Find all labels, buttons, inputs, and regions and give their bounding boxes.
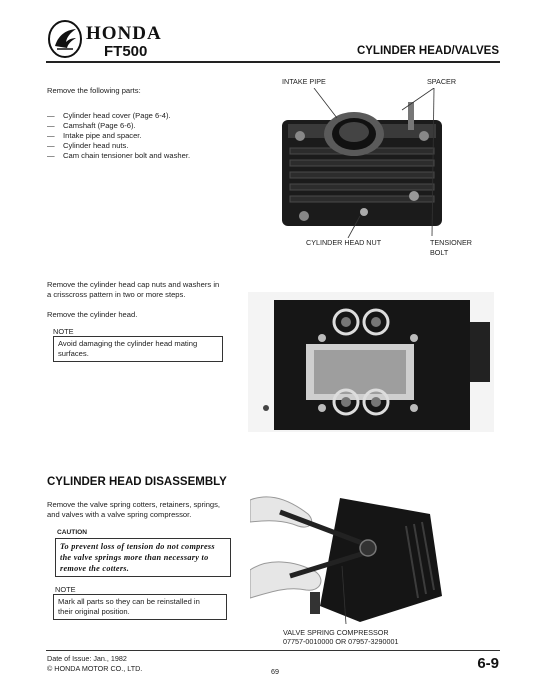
honda-wing-logo-icon: [48, 20, 82, 58]
page-number: 6-9: [477, 655, 499, 672]
brand-name: HONDA: [86, 23, 162, 44]
model-name: FT500: [104, 43, 148, 60]
copyright: © HONDA MOTOR CO., LTD.: [47, 664, 143, 673]
note-box: [53, 594, 227, 620]
valve-spring-compressor-photo: [250, 486, 446, 624]
callout-spacer: SPACER: [427, 77, 457, 86]
pdf-page-number: 69: [271, 667, 279, 676]
head-removal-line1: Remove the cylinder head cap nuts and washers in: [47, 280, 220, 289]
remove-cylinder-head-text: Remove the cylinder head.: [47, 310, 138, 319]
callout-cylinder-head-nut: CYLINDER HEAD NUT: [306, 238, 382, 247]
section-title: CYLINDER HEAD/VALVES: [356, 45, 499, 57]
list-item: — Cylinder head cover (Page 6-4).: [47, 111, 171, 120]
disassembly-intro-line2: and valves with a valve spring compressor.: [47, 510, 192, 519]
list-item: — Camshaft (Page 6-6).: [47, 121, 136, 130]
list-item: — Cylinder head nuts.: [47, 141, 129, 150]
disassembly-heading: CYLINDER HEAD DISASSEMBLY: [47, 476, 227, 488]
note-text-line1: Avoid damaging the cylinder head mating: [58, 339, 198, 348]
disassembly-intro-line1: Remove the valve spring cotters, retainers, springs,: [47, 500, 221, 509]
note-text-line1: Mark all parts so they can be reinstalled in: [58, 597, 200, 606]
list-item: — Intake pipe and spacer.: [47, 131, 142, 140]
footer-rule: [46, 650, 500, 651]
issue-date: Date of Issue: Jan., 1982: [47, 654, 127, 663]
note-text-line2: their original position.: [58, 607, 130, 616]
callout-tool-part-numbers: 07757-0010000 OR 07957-3290001: [283, 637, 399, 646]
list-item: — Cam chain tensioner bolt and washer.: [47, 151, 191, 160]
callout-tensioner-bolt-line1: TENSIONER: [430, 238, 472, 247]
head-removal-line2: a crisscross pattern in two or more steps.: [47, 290, 186, 299]
caution-box: [55, 538, 231, 577]
removal-parts-list: [47, 111, 190, 161]
caution-text-line1: To prevent loss of tension do not compress: [60, 542, 215, 551]
caution-label: CAUTION: [57, 529, 88, 536]
removal-intro: Remove the following parts:: [47, 86, 141, 95]
caution-text-line2: the valve springs more than necessary to: [60, 553, 209, 562]
note-label: NOTE: [55, 585, 76, 594]
caution-text-line3: remove the cotters.: [60, 564, 130, 573]
callout-intake-pipe: INTAKE PIPE: [282, 77, 326, 86]
header-rule: [46, 61, 500, 63]
cylinder-head-photo: [282, 88, 444, 238]
note-label: NOTE: [53, 327, 74, 336]
callout-valve-spring-compressor: VALVE SPRING COMPRESSOR: [283, 628, 389, 637]
callout-tensioner-bolt-line2: BOLT: [430, 248, 449, 257]
note-box: [53, 336, 223, 362]
note-text-line2: surfaces.: [58, 349, 89, 358]
valve-train-photo: [248, 292, 494, 432]
